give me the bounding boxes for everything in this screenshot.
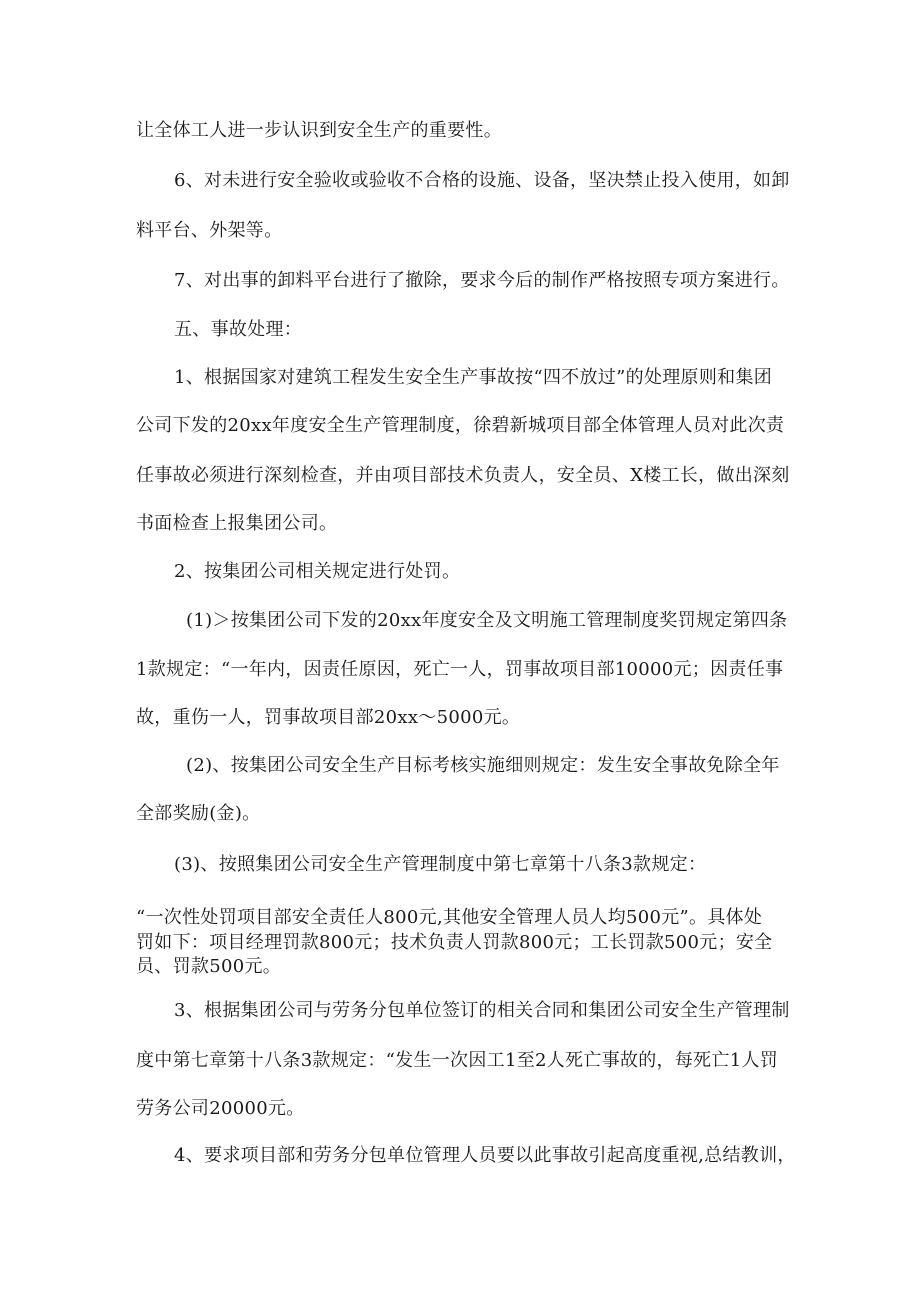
text-line: “一次性处罚项目部安全责任人800元,其他安全管理人员人均500元”。具体处 <box>136 907 763 928</box>
text-line: 全部奖励(金)。 <box>136 803 261 824</box>
text-line: 6、对未进行安全验收或验收不合格的设施、设备，坚决禁止投入使用，如卸 <box>174 170 790 191</box>
text-line: 1、根据国家对建筑工程发生安全生产事故按“四不放过”的处理原则和集团 <box>174 367 773 388</box>
text-line: 任事故必须进行深刻检查，并由项目部技术负责人，安全员、X楼工长，做出深刻 <box>136 465 790 486</box>
text-line: 度中第七章第十八条3款规定：“发生一次因工1至2人死亡事故的，每死亡1人罚 <box>136 1050 779 1071</box>
text-line: 故，重伤一人，罚事故项目部20xx～5000元。 <box>136 707 521 728</box>
text-line: (1)＞按集团公司下发的20xx年度安全及文明施工管理制度奖罚规定第四条 <box>186 610 788 631</box>
text-line: 让全体工人进一步认识到安全生产的重要性。 <box>136 120 502 141</box>
text-line: 2、按集团公司相关规定进行处罚。 <box>174 561 461 582</box>
text-line: 3、根据集团公司与劳务分包单位签订的相关合同和集团公司安全生产管理制 <box>174 1000 790 1021</box>
text-line: 公司下发的20xx年度安全生产管理制度，徐碧新城项目部全体管理人员对此次责 <box>136 415 785 436</box>
text-line: 书面检查上报集团公司。 <box>136 513 338 534</box>
text-line: 罚如下：项目经理罚款800元；技术负责人罚款800元；工长罚款500元；安全 <box>136 932 773 953</box>
text-line: 1款规定：“一年内，因责任原因，死亡一人，罚事故项目部10000元；因责任事 <box>136 659 784 680</box>
section-heading: 五、事故处理： <box>174 319 303 340</box>
text-line: (3)、按照集团公司安全生产管理制度中第七章第十八条3款规定： <box>174 854 707 875</box>
text-line: 员、罚款500元。 <box>136 956 282 977</box>
text-line: 劳务公司20000元。 <box>136 1098 305 1119</box>
text-line: (2)、按集团公司安全生产目标考核实施细则规定：发生安全事故免除全年 <box>186 755 780 776</box>
text-line: 4、要求项目部和劳务分包单位管理人员要以此事故引起高度重视,总结教训， <box>174 1145 796 1166</box>
text-line: 料平台、外架等。 <box>136 220 283 241</box>
text-line: 7、对出事的卸料平台进行了撤除，要求今后的制作严格按照专项方案进行。 <box>174 270 790 291</box>
